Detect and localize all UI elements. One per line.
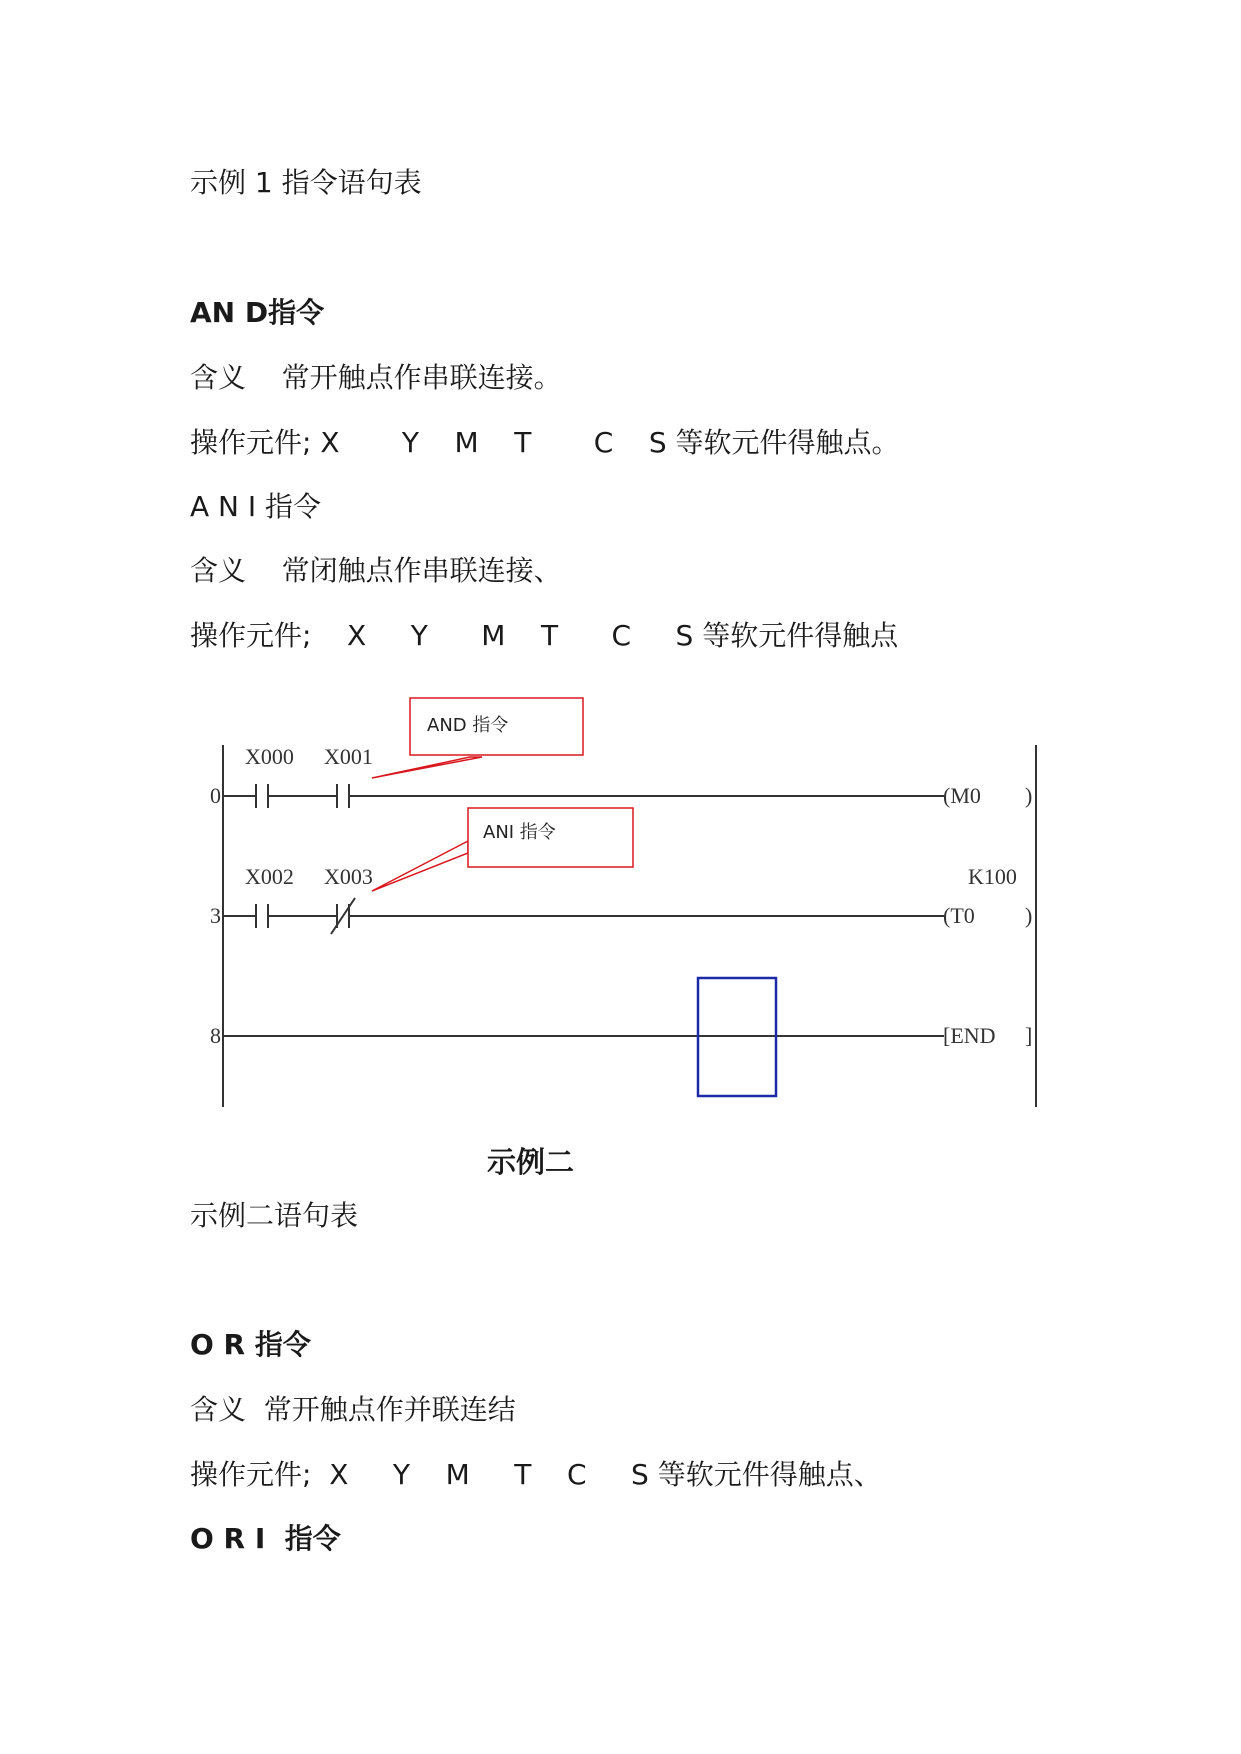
ori-heading: O R I 指令 xyxy=(190,1522,341,1555)
rung-3 xyxy=(223,898,944,934)
callout-and-text: AND 指令 xyxy=(427,715,509,736)
and-meaning: 含义 常开触点作串联连接。 xyxy=(190,361,562,394)
end-instruction-label: [END xyxy=(943,1023,996,1048)
rung-number-0: 0 xyxy=(210,783,221,808)
end-instruction-end: ] xyxy=(1025,1023,1033,1048)
callout-and xyxy=(372,698,583,778)
timer-constant-k100: K100 xyxy=(968,864,1017,889)
example1-statement-label: 示例 1 指令语句表 xyxy=(190,166,422,199)
rung-0 xyxy=(223,784,944,808)
contact-x001-label: X001 xyxy=(324,744,373,769)
or-meaning: 含义 常开触点作并联连结 xyxy=(190,1393,516,1426)
coil-m0-label: (M0 xyxy=(943,783,981,808)
and-heading: AN D指令 xyxy=(190,296,325,329)
contact-x000-label: X000 xyxy=(245,744,294,769)
rung-number-8: 8 xyxy=(210,1023,221,1048)
and-operands: 操作元件; X Y M T C S 等软元件得触点。 xyxy=(190,426,900,459)
contact-x003-label: X003 xyxy=(324,864,373,889)
coil-t0-end: ) xyxy=(1025,903,1033,928)
ani-meaning: 含义 常闭触点作串联连接、 xyxy=(190,554,562,587)
coil-t0-label: (T0 xyxy=(943,903,975,928)
ani-operands: 操作元件; X Y M T C S 等软元件得触点 xyxy=(190,619,899,652)
ani-heading: A N I 指令 xyxy=(190,490,322,523)
contact-x002-label: X002 xyxy=(245,864,294,889)
or-heading: O R 指令 xyxy=(190,1328,311,1361)
coil-m0-end: ) xyxy=(1025,783,1033,808)
rung-number-3: 3 xyxy=(210,903,221,928)
example2-statement-label: 示例二语句表 xyxy=(190,1199,359,1232)
callout-ani-text: ANI 指令 xyxy=(483,822,556,843)
figure-caption: 示例二 xyxy=(487,1145,575,1179)
or-operands: 操作元件; X Y M T C S 等软元件得触点、 xyxy=(190,1458,882,1491)
callout-ani xyxy=(372,808,633,891)
